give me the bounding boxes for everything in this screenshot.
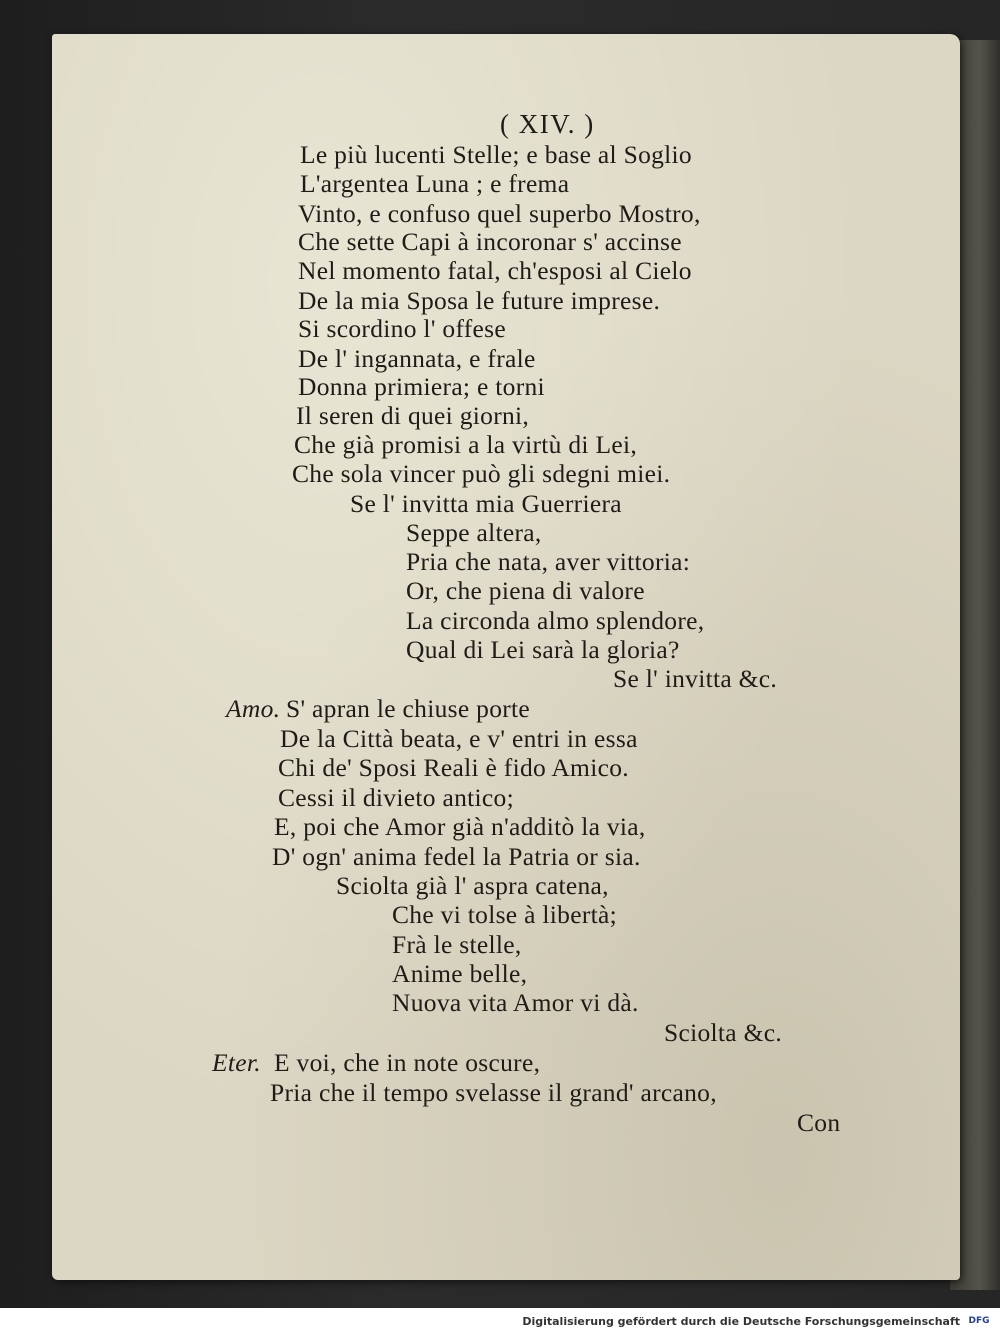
text-line: Pria che il tempo svelasse il grand' arcano, bbox=[270, 1078, 717, 1107]
text-line: De la mia Sposa le future imprese. bbox=[298, 286, 661, 315]
text-line: Sciolta già l' aspra catena, bbox=[336, 871, 609, 900]
text-line: Se l' invitta mia Guerriera bbox=[350, 489, 622, 518]
text-line: Le più lucenti Stelle; e base al Soglio bbox=[300, 140, 692, 169]
page-text bbox=[52, 34, 960, 1280]
book-page bbox=[52, 34, 960, 1280]
running-head: ( XIV. ) bbox=[500, 109, 595, 139]
text-line: Si scordino l' offese bbox=[298, 314, 507, 343]
text-line: E voi, che in note oscure, bbox=[274, 1048, 541, 1077]
text-line: De l' ingannata, e frale bbox=[298, 344, 536, 373]
text-line: Che già promisi a la virtù di Lei, bbox=[294, 430, 638, 459]
text-line: Or, che piena di valore bbox=[406, 576, 645, 605]
text-line: L'argentea Luna ; e frema bbox=[300, 169, 570, 198]
text-line: Che sola vincer può gli sdegni miei. bbox=[292, 459, 671, 488]
text-line: Nel momento fatal, ch'esposi al Cielo bbox=[298, 256, 692, 285]
text-line: D' ogn' anima fedel la Patria or sia. bbox=[272, 842, 641, 871]
text-line: Anime belle, bbox=[392, 959, 528, 988]
speaker-label: Amo. bbox=[226, 694, 281, 723]
text-line: Il seren di quei giorni, bbox=[296, 401, 530, 430]
text-line: Pria che nata, aver vittoria: bbox=[406, 547, 691, 576]
text-line: Donna primiera; e torni bbox=[298, 372, 545, 401]
text-line: E, poi che Amor già n'additò la via, bbox=[274, 812, 646, 841]
text-line: Vinto, e confuso quel superbo Mostro, bbox=[298, 199, 701, 228]
text-line: La circonda almo splendore, bbox=[406, 606, 705, 635]
text-line: Sciolta &c. bbox=[664, 1018, 783, 1047]
text-line: Nuova vita Amor vi dà. bbox=[392, 988, 639, 1017]
footer-credit: Digitalisierung gefördert durch die Deutsche Forschungsgemeinschaft bbox=[522, 1315, 960, 1328]
text-line: Qual di Lei sarà la gloria? bbox=[406, 635, 680, 664]
speaker-label: Eter. bbox=[212, 1048, 261, 1077]
digitization-footer bbox=[0, 1308, 1000, 1336]
text-line: Che sette Capi à incoronar s' accinse bbox=[298, 227, 682, 256]
text-line: Frà le stelle, bbox=[392, 930, 522, 959]
catchword: Con bbox=[797, 1108, 841, 1137]
text-line: Se l' invitta &c. bbox=[613, 664, 778, 693]
text-line: S' apran le chiuse porte bbox=[286, 694, 531, 723]
text-line: Che vi tolse à libertà; bbox=[392, 900, 618, 929]
text-line: Chi de' Sposi Reali è fido Amico. bbox=[278, 753, 629, 782]
text-line: Seppe altera, bbox=[406, 518, 542, 547]
text-line: Cessi il divieto antico; bbox=[278, 783, 514, 812]
dfg-logo-icon: DFG bbox=[968, 1316, 990, 1326]
text-line: De la Città beata, e v' entri in essa bbox=[280, 724, 638, 753]
